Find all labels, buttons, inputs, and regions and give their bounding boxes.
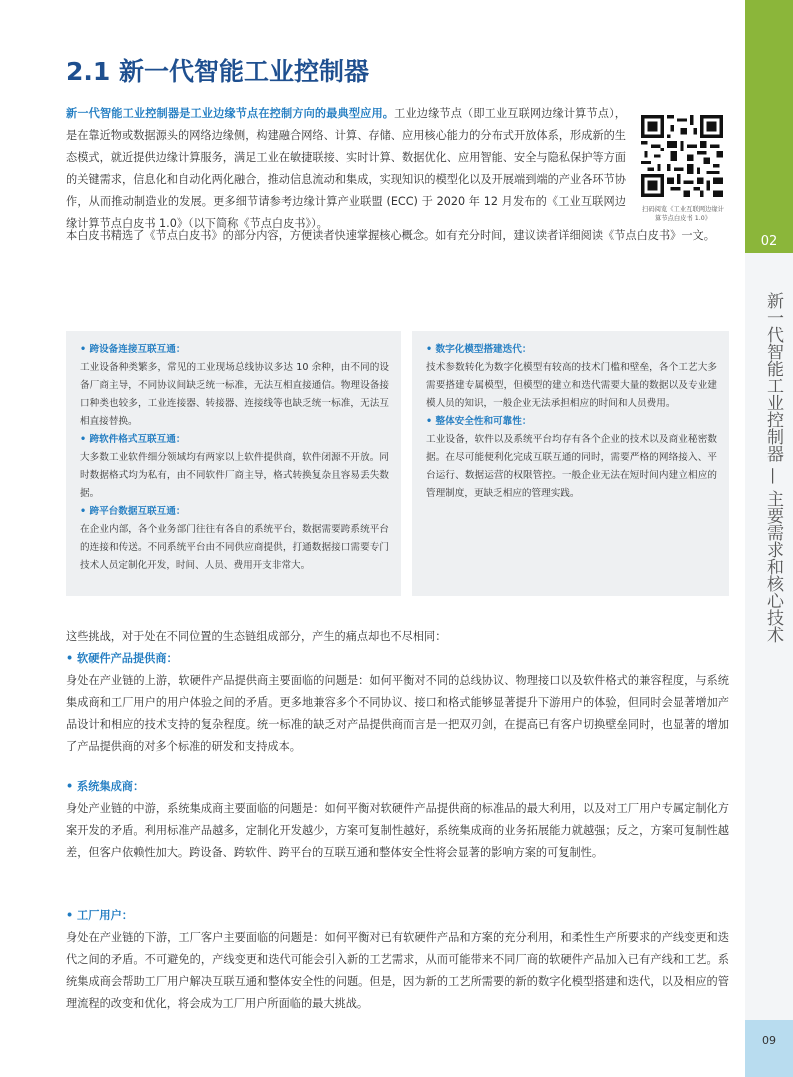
chapter-number: 02 <box>760 234 778 249</box>
box-item-title: • 跨设备连接互联互通： <box>80 341 389 359</box>
section-integrators <box>66 776 729 864</box>
box-item-text: 在企业内部，各个业务部门往往有各自的系统平台，数据需要跨系统平台的连接和传送。不同系统平台由不同供应商提供，打通数据接口需要专门技术人员定制化开发，时间、人员、费用开支非常大。 <box>80 524 389 571</box>
qr-code[interactable] <box>641 115 723 197</box>
section-title: • 系统集成商： <box>66 780 144 793</box>
challenges-intro: 这些挑战，对于处在不同位置的生态链组成部分，产生的痛点却也不尽相同： <box>66 630 447 643</box>
paragraph-2: 本白皮书精选了《节点白皮书》的部分内容，方便读者快速掌握核心概念。如有充分时间，建议读者详细阅读《节点白皮书》一文。 <box>66 229 715 242</box>
box-item-text: 工业设备种类繁多，常见的工业现场总线协议多达 10 余种，由不同的设备厂商主导，不同协议间缺乏统一标准，无法互相直接通信。物理设备接口种类也较多，工业连接器、转接器、连接线等也缺乏统一标准，无法互相直接替换。 <box>80 362 389 427</box>
intro-highlight: 新一代智能工业控制器是工业边缘节点在控制方向的最典型应用。 <box>66 107 395 120</box>
page-number: 09 <box>762 1034 776 1047</box>
box-item-title: • 数字化模型搭建迭代： <box>426 341 717 359</box>
chapter-sidebar <box>745 0 793 1077</box>
qr-caption: 扫码阅览《工业互联网边缘计算节点白皮书 1.0》 <box>642 206 724 222</box>
chapter-title: 新一代智能工业控制器 — 主要需求和核心技术 <box>763 292 783 643</box>
section-suppliers <box>66 648 729 758</box>
chapter-color-block <box>745 0 793 253</box>
box-item-text: 技术参数转化为数字化模型有较高的技术门槛和壁垒，各个工艺大多需要搭建专属模型，但模型的建立和迭代需要大量的数据以及专业建模人员的知识，一般企业无法承担相应的时间和人员费用。 <box>426 362 717 409</box>
page-number-block <box>745 1020 793 1077</box>
section-factory-users <box>66 905 729 1015</box>
section-text: 身处在产业链的上游，软硬件产品提供商主要面临的问题是：如何平衡对不同的总线协议、物理接口以及软件格式的兼容程度，与系统集成商和工厂用户的用户体验之间的矛盾。更多地兼容多个不同协议、接口和格式能够显著提升下游用户的体验，但同时会显著增加产品设计和相应的技术支持的复杂程度。统一标准的缺乏对产品提供商而言是一把双刃剑，在提高已有客户切换壁垒同时，也显著的增加了产品提供商的对多个标准的研发和支持成本。 <box>66 674 729 753</box>
section-text: 身处产业链的中游，系统集成商主要面临的问题是：如何平衡对软硬件产品提供商的标准品的最大利用，以及对工厂用户专属定制化方案开发的矛盾。利用标准产品越多，定制化开发越少，方案可复制性越好，系统集成商的业务拓展能力就越强；反之，方案可复制性越差，但客户依赖性加大。跨设备、跨软件、跨平台的互联互通和整体安全性将会显著的影响方案的可复制性。 <box>66 802 729 859</box>
box-item-title: • 跨平台数据互联互通： <box>80 503 389 521</box>
challenge-box-left <box>66 331 401 596</box>
section-title: • 工厂用户： <box>66 909 133 922</box>
box-item-text: 工业设备，软件以及系统平台均存有各个企业的技术以及商业秘密数据。在尽可能便利化完成互联互通的同时，需要严格的网络接入、平台运行、数据运营的权限管控。一般企业无法在短时间内建立相应的管理制度，更缺乏相应的管理实践。 <box>426 434 717 499</box>
challenge-box-right <box>412 331 729 596</box>
box-item-text: 大多数工业软件细分领域均有两家以上软件提供商，软件闭源不开放。同时数据格式均为私有，由不同软件厂商主导，格式转换复杂且容易丢失数据。 <box>80 452 389 499</box>
box-item-title: • 整体安全性和可靠性： <box>426 413 717 431</box>
section-heading: 2.1 新一代智能工业控制器 <box>66 57 369 86</box>
intro-text: 工业边缘节点（即工业互联网边缘计算节点），是在靠近物或数据源头的网络边缘侧，构建融合网络、计算、存储、应用核心能力的分布式开放体系，形成新的生态模式，就近提供边缘计算服务，满足工业在敏捷联接、实时计算、数据优化、应用智能、安全与隐私保护等方面的关键需求，信息化和自动化两化融合，推动信息流动和集成，实现知识的模型化以及开展端到端的产业各环节协作，从而推动制造业的发展。更多细节请参考边缘计算产业联盟 (ECC) 于 2020 年 12 月发布的《工业互联网边缘计算节点白皮书 1.0》（以下简称《节点白皮书》）。 <box>66 107 626 230</box>
section-text: 身处在产业链的下游，工厂客户主要面临的问题是：如何平衡对已有软硬件产品和方案的充分利用，和柔性生产所要求的产线变更和迭代之间的矛盾。不可避免的，产线变更和迭代可能会引入新的工艺需求，从而可能带来不同厂商的软硬件产品加入已有产线和工艺。系统集成商会帮助工厂用户解决互联互通和整体安全性的问题。但是，因为新的工艺所需要的新的数字化模型搭建和迭代，以及相应的管理流程的改变和优化，将会成为工厂用户所面临的最大挑战。 <box>66 931 729 1010</box>
intro-paragraph <box>66 103 626 235</box>
section-title: • 软硬件产品提供商： <box>66 652 178 665</box>
box-item-title: • 跨软件格式互联互通： <box>80 431 389 449</box>
